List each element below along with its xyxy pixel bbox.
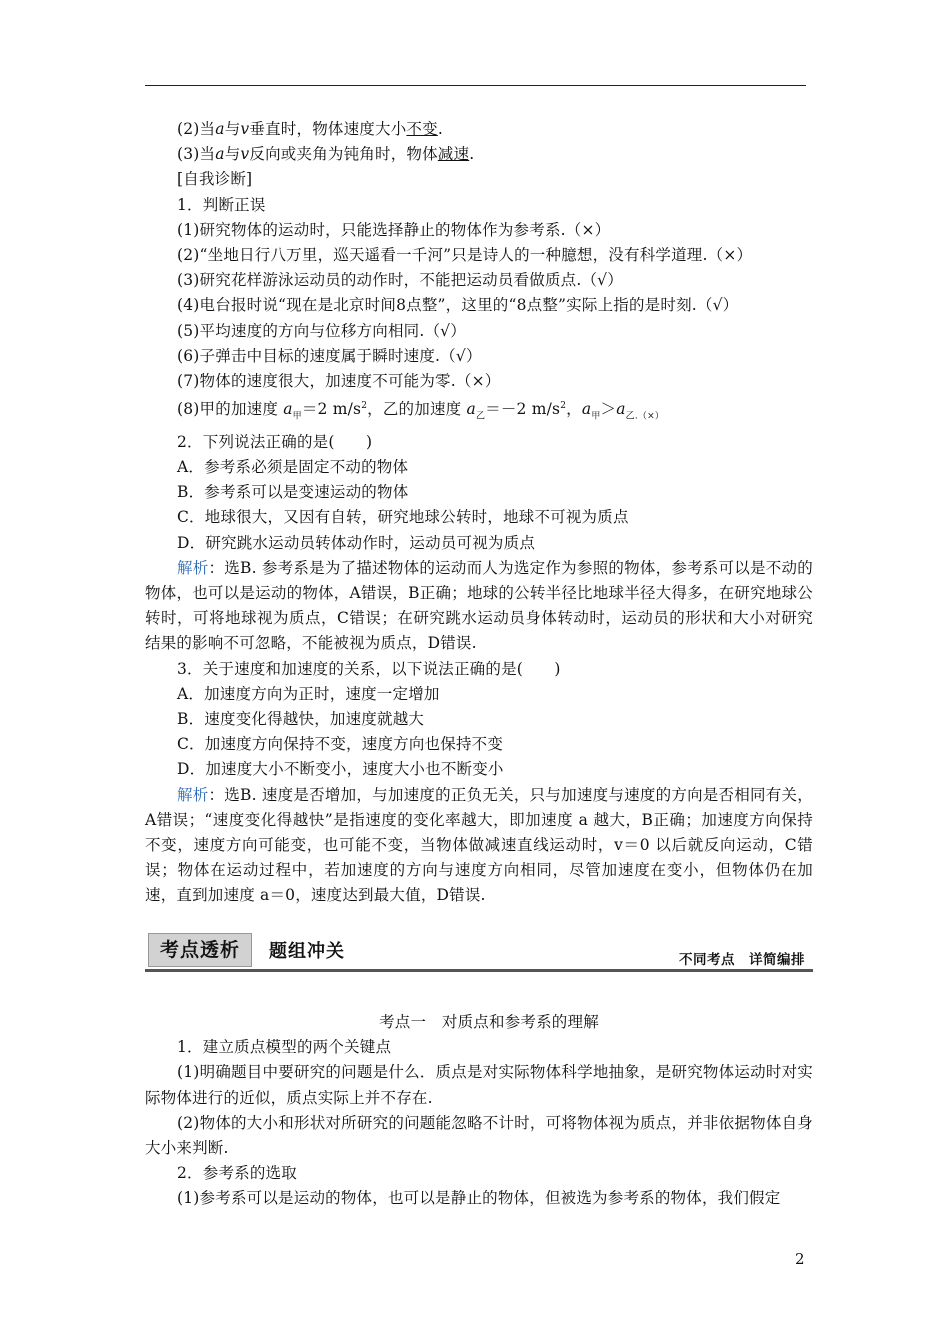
- q1-item: (1)研究物体的运动时，只能选择静止的物体作为参考系.（×）: [177, 220, 611, 239]
- q1-item: (4)电台报时说“现在是北京时间8点整”，这里的“8点整”实际上指的是时刻.（√）: [177, 296, 739, 315]
- q3-option-b: B．速度变化得越快，加速度就越大: [177, 709, 425, 728]
- section-banner: [145, 928, 813, 972]
- question-1-title: 1．判断正误: [177, 195, 266, 214]
- self-diagnosis-block: [145, 117, 813, 909]
- q3-analysis: 解析：选B. 速度是否增加，与加速度的正负无关，只与加速度与速度的方向是否相同有关，A错误；“速度变化得越快”是指速度的变化率越大，即加速度 a 越大，B正确；加速度方向保持不变，速度方向可能变，也可能不变，当物体做减速直线运动时，v＝0 以后就反向运动，C错误；物体在运动过程中，若加速度的方向与速度方向相同，尽管加速度在变小，但物体仍在加速，直到加速度 a＝0，速度达到最大值，D错误.: [145, 785, 813, 905]
- header-rule: [145, 85, 806, 86]
- text-line: (3)当a与v反向或夹角为钝角时，物体减速.: [177, 145, 475, 164]
- q1-item: (7)物体的速度很大，加速度不可能为零.（×）: [177, 372, 501, 391]
- q3-option-a: A．加速度方向为正时，速度一定增加: [177, 684, 440, 703]
- q2-analysis: 解析：选B. 参考系是为了描述物体的运动而人为选定作为参照的物体，参考系可以是不动的物体，也可以是运动的物体，A错误，B正确；地球的公转半径比地球半径大得多，在研究地球公转时，可将地球视为质点，C错误；在研究跳水运动员身体转动时，运动员的形状和大小对研究结果的影响不可忽略，不能被视为质点，D错误.: [145, 558, 813, 653]
- diagnosis-title: [自我诊断]: [177, 170, 253, 189]
- point-2-title: 2．参考系的选取: [177, 1164, 297, 1183]
- banner-rule: [145, 969, 813, 972]
- point-1b: (2)物体的大小和形状对所研究的问题能忽略不计时，可将物体视为质点，并非依据物体自身大小来判断.: [145, 1113, 813, 1158]
- q2-option-b: B．参考系可以是变速运动的物体: [177, 483, 409, 502]
- point-1a: (1)明确题目中要研究的问题是什么．质点是对实际物体科学地抽象，是研究物体运动时对实际物体进行的近似，质点实际上并不存在.: [145, 1063, 813, 1107]
- q2-option-a: A．参考系必须是固定不动的物体: [177, 457, 409, 476]
- banner-subtitle: 不同考点 详简编排: [679, 952, 805, 968]
- banner-tag: 考点透析: [148, 933, 252, 967]
- section-heading: 考点一 对质点和参考系的理解: [379, 1013, 599, 1031]
- q2-option-d: D．研究跳水运动员转体动作时，运动员可视为质点: [177, 533, 536, 552]
- point-1-title: 1．建立质点模型的两个关键点: [177, 1038, 392, 1057]
- banner-title: 题组冲关: [269, 941, 345, 962]
- q3-option-d: D．加速度大小不断变小，速度大小也不断变小: [177, 760, 504, 779]
- q3-option-c: C．加速度方向保持不变，速度方向也保持不变: [177, 735, 504, 754]
- question-3-stem: 3．关于速度和加速度的关系，以下说法正确的是( ): [177, 659, 561, 678]
- section-content: [145, 1010, 813, 1212]
- q2-option-c: C．地球很大，又因有自转，研究地球公转时，地球不可视为质点: [177, 508, 629, 527]
- text-line: (2)当a与v垂直时，物体速度大小不变.: [177, 120, 443, 138]
- point-2a: (1)参考系可以是运动的物体，也可以是静止的物体，但被选为参考系的物体，我们假定: [177, 1189, 781, 1208]
- q1-item: (6)子弹击中目标的速度属于瞬时速度.（√）: [177, 346, 482, 365]
- q1-item: (3)研究花样游泳运动员的动作时，不能把运动员看做质点.（√）: [177, 271, 623, 290]
- q1-item: (2)“坐地日行八万里，巡天遥看一千河”只是诗人的一种臆想，没有科学道理.（×）: [177, 246, 753, 265]
- page-number: 2: [795, 1250, 805, 1268]
- question-2-stem: 2．下列说法正确的是( ): [177, 432, 373, 451]
- q1-item-8: (8)甲的加速度 $a_甲=2$ $m/s^2$，乙的加速度 $a_乙=-2$ $m/s^2$，$a_甲>a_{乙.(\times)}$: [177, 400, 665, 422]
- q1-item: (5)平均速度的方向与位移方向相同.（√）: [177, 321, 466, 340]
